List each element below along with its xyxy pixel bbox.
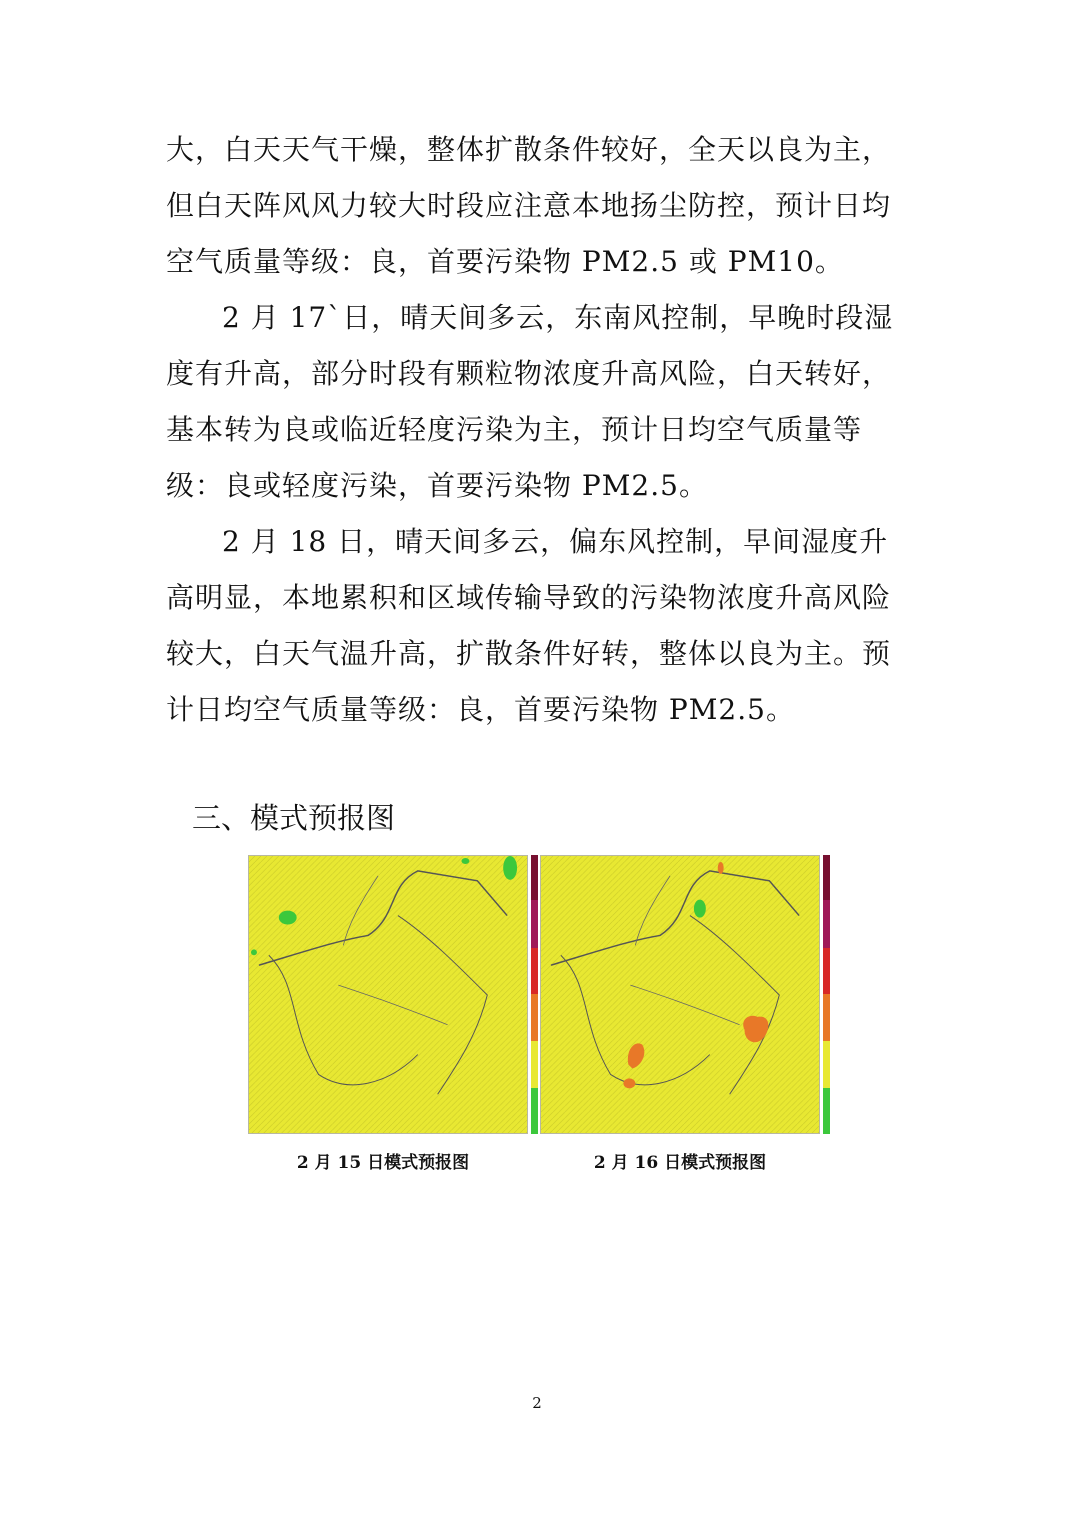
figure-caption-feb16: 2 月 16 日模式预报图	[593, 1153, 767, 1173]
figure-feb15	[248, 855, 537, 1134]
color-scale-icon	[531, 855, 538, 1134]
section-heading: 三、模式预报图	[192, 801, 396, 835]
forecast-map-icon	[248, 855, 528, 1134]
paragraph-1: 大，白天天气干燥，整体扩散条件较好，全天以良为主，但白天阵风风力较大时段应注意本地扬尘防控，预计日均空气质量等级：良，首要污染物 PM2.5 或 PM10。	[166, 133, 892, 278]
page-number: 2	[532, 1394, 542, 1412]
figure-caption-feb15: 2 月 15 日模式预报图	[296, 1153, 470, 1173]
paragraph-3: 2 月 18 日，晴天间多云，偏东风控制，早间湿度升高明显，本地累积和区域传输导致的污染物浓度升高风险较大，白天气温升高，扩散条件好转，整体以良为主。预计日均空气质量等级：良，首要污染物 PM2.5。	[166, 525, 892, 726]
forecast-map-icon	[540, 855, 820, 1134]
figure-feb16	[540, 855, 829, 1134]
paragraph-2: 2 月 17`日，晴天间多云，东南风控制，早晚时段湿度有升高，部分时段有颗粒物浓度升高风险，白天转好，基本转为良或临近轻度污染为主，预计日均空气质量等级：良或轻度污染，首要污染物 PM2.5。	[166, 301, 894, 502]
color-scale-icon	[823, 855, 830, 1134]
